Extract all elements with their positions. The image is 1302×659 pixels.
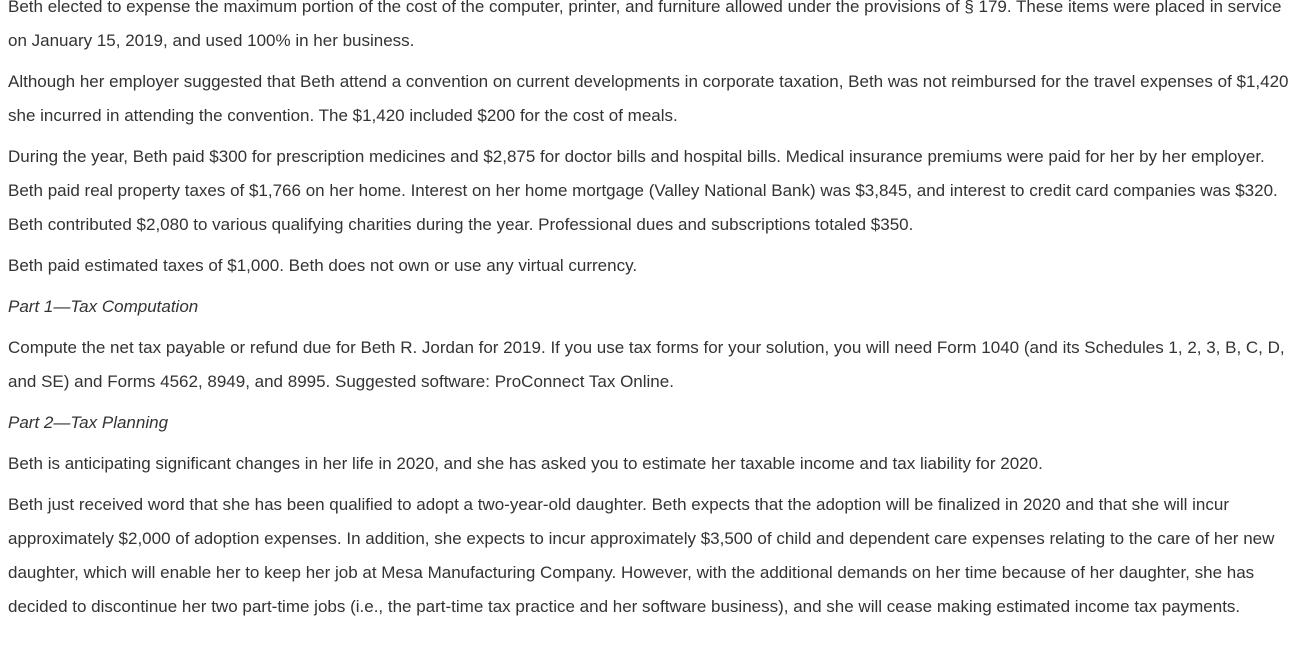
paragraph-part-1-instructions: Compute the net tax payable or refund due for Beth R. Jordan for 2019. If you use tax forms for your solution, you will need Form 1040 (and its Schedules 1, 2, 3, B, C, D, and SE) and Forms 4562, 8949, and 8995. Suggested software: ProConnect Tax Online.: [8, 338, 1285, 391]
paragraph-part-2-intro: Beth is anticipating significant changes in her life in 2020, and she has asked you to estimate her taxable income and tax liability for 2020.: [8, 454, 1043, 473]
document-body: [8, 0, 1298, 631]
heading-part-1: Part 1—Tax Computation: [8, 297, 199, 316]
paragraph-adoption-details: Beth just received word that she has been qualified to adopt a two-year-old daughter. Beth expects that the adoption will be finalized in 2020 and that she will incur approximately $2,000 of adoption expenses. In addition, she expects to incur approximately $3,500 of child and dependent care expenses relating to the care of her new daughter, which will enable her to keep her job at Mesa Manufacturing Company. However, with the additional demands on her time because of her daughter, she has decided to discontinue her two part-time jobs (i.e., the part-time tax practice and her software business), and she will cease making estimated income tax payments.: [8, 495, 1275, 616]
paragraph-convention-expenses: Although her employer suggested that Beth attend a convention on current developments in corporate taxation, Beth was not reimbursed for the travel expenses of $1,420 she incurred in attending the convention. The $1,420 included $200 for the cost of meals.: [8, 72, 1289, 125]
paragraph-medical-and-deductions: During the year, Beth paid $300 for prescription medicines and $2,875 for doctor bills and hospital bills. Medical insurance premiums were paid for her by her employer. Beth paid real property taxes of $1,766 on her home. Interest on her home mortgage (Valley National Bank) was $3,845, and interest to credit card companies was $320. Beth contributed $2,080 to various qualifying charities during the year. Professional dues and subscriptions totaled $350.: [8, 147, 1278, 234]
paragraph-section-179-expense: Beth elected to expense the maximum portion of the cost of the computer, printer, and furniture allowed under the provisions of § 179. These items were placed in service on January 15, 2019, and used 100% in her business.: [8, 0, 1282, 50]
paragraph-estimated-taxes: Beth paid estimated taxes of $1,000. Beth does not own or use any virtual currency.: [8, 256, 638, 275]
heading-part-2: Part 2—Tax Planning: [8, 413, 169, 432]
